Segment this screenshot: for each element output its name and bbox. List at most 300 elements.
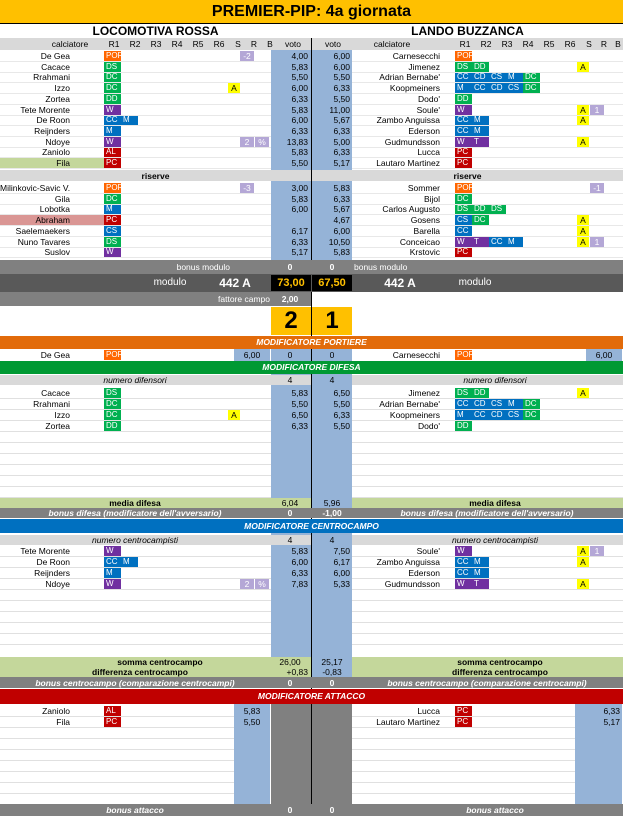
grid-line <box>352 771 575 772</box>
bonus-modulo-label-right: bonus modulo <box>354 262 408 272</box>
cen-left-name: Ndoye <box>45 579 70 589</box>
grid-line <box>352 420 623 421</box>
player-voto: 6,33 <box>291 236 308 247</box>
grid-line <box>0 738 234 739</box>
role-chip: CD <box>472 72 489 82</box>
player-voto: 5,67 <box>333 204 350 215</box>
att-left-name: Zaniolo <box>42 706 70 716</box>
col-header-right-r4: R4 <box>522 39 534 49</box>
col-header-player: calciatore <box>51 39 89 49</box>
bonus-modulo-right: 0 <box>329 262 335 272</box>
grid-line <box>0 749 234 750</box>
att-left-name: Fila <box>56 717 70 727</box>
role-chip: PC <box>455 247 472 257</box>
somma-left: 26,00 <box>279 657 301 667</box>
grid-line <box>352 589 623 590</box>
diff-label-left: differenza centrocampo <box>92 667 188 677</box>
dif-bonus-left: 0 <box>287 508 293 518</box>
col-header-r6: R6 <box>213 39 225 49</box>
cen-left-voto: 5,83 <box>291 546 308 556</box>
dif-left-voto: 6,33 <box>291 421 308 431</box>
s-badge-text: A <box>580 546 586 556</box>
role-chip: POR <box>457 51 475 60</box>
grid-line <box>0 115 271 116</box>
grid-line <box>0 61 271 62</box>
player-voto: 5,67 <box>333 115 350 126</box>
player-voto: 6,00 <box>333 51 350 61</box>
cen-num-label-right: numero centrocampisti <box>452 535 538 545</box>
player-name: Nuno Tavares <box>17 236 70 247</box>
player-name: Ederson <box>408 125 440 136</box>
role-chip: T <box>472 137 489 147</box>
player-voto: 6,33 <box>333 193 350 204</box>
player-name: Zambo Anguissa <box>376 115 440 126</box>
player-name: Lobotka <box>39 204 70 215</box>
role-chip: PC <box>104 158 121 168</box>
somma-label-left: somma centrocampo <box>117 657 203 667</box>
bonus-text: -3 <box>243 183 251 193</box>
player-name: Rrahmani <box>33 72 70 83</box>
grid-line <box>352 247 623 248</box>
grid-line <box>0 567 271 568</box>
grid-line <box>352 475 623 476</box>
grid-line <box>0 225 271 226</box>
role-chip: M <box>472 126 489 136</box>
cen-left-voto: 6,00 <box>291 557 308 567</box>
grid-line <box>0 644 271 645</box>
grid-line <box>352 760 575 761</box>
role-chip: T <box>472 237 489 247</box>
role-chip: M <box>104 204 121 214</box>
player-name: Jimenez <box>408 61 440 72</box>
cen-right-voto: 7,50 <box>333 546 350 556</box>
grid-line <box>0 633 271 634</box>
grid-line <box>352 125 623 126</box>
player-voto: 5,17 <box>333 158 350 168</box>
player-voto: 6,00 <box>333 225 350 236</box>
grid-line <box>0 431 271 432</box>
bonus-text: 1 <box>594 546 600 556</box>
grid-line <box>0 589 271 590</box>
col-header-right-rr: R <box>600 39 608 49</box>
role-chip: POR <box>106 350 124 359</box>
reserves-label-right: riserve <box>453 171 482 181</box>
role-chip: PC <box>104 215 121 225</box>
role-chip: CS <box>506 410 523 420</box>
cen-bonus-left: 0 <box>287 678 293 688</box>
role-chip: DS <box>455 204 472 214</box>
role-chip: POR <box>457 183 475 192</box>
col-header-right-bb: B <box>615 39 621 49</box>
bonus-text: -1 <box>593 183 601 193</box>
player-name: Fila <box>56 158 70 168</box>
modulo-right: 442 A <box>384 276 416 290</box>
grid-line <box>352 611 623 612</box>
cen-num-right: 4 <box>329 535 335 545</box>
role-chip: DS <box>104 237 121 247</box>
grid-line <box>0 464 271 465</box>
grid-line <box>352 93 623 94</box>
cen-left-name: Tete Morente <box>20 546 70 556</box>
role-chip: M <box>506 237 523 247</box>
grid-line <box>352 749 575 750</box>
grid-line <box>352 204 623 205</box>
cen-bonus-right: 0 <box>329 678 335 688</box>
col-header-r3: R3 <box>150 39 162 49</box>
role-chip: DS <box>455 388 472 398</box>
role-chip: M <box>104 568 121 578</box>
role-chip: PC <box>455 717 472 727</box>
role-chip: M <box>121 115 138 125</box>
att-left-val: 5,83 <box>243 706 261 716</box>
grid-line <box>352 793 575 794</box>
s-badge-text: A <box>580 215 586 226</box>
role-chip: CC <box>455 126 472 136</box>
player-voto: 10,50 <box>328 236 350 247</box>
grid-line <box>352 716 575 717</box>
s-badge-text: A <box>231 410 237 420</box>
col-header-r1: R1 <box>108 39 120 49</box>
cen-right-name: Zambo Anguissa <box>376 557 440 567</box>
col-header-bb: B <box>267 39 273 49</box>
dif-num-label-left: numero difensori <box>103 375 167 385</box>
role-chip: T <box>472 579 489 589</box>
s-badge-text: A <box>580 115 586 126</box>
role-chip: CS <box>104 226 121 236</box>
player-voto: 5,83 <box>333 183 350 193</box>
somma-label-right: somma centrocampo <box>457 657 543 667</box>
role-chip: DD <box>472 388 489 398</box>
role-chip: CD <box>489 83 506 93</box>
grid-line <box>0 600 271 601</box>
role-chip: CS <box>506 83 523 93</box>
page-title: PREMIER-PIP: 4a giornata <box>211 3 412 20</box>
att-right-val: 5,17 <box>603 717 620 727</box>
player-voto <box>272 215 308 225</box>
role-chip: CC <box>455 568 472 578</box>
player-name: Saelemaekers <box>15 225 70 236</box>
diff-label-right: differenza centrocampo <box>452 667 548 677</box>
grid-line <box>0 771 234 772</box>
role-chip: W <box>104 105 121 115</box>
player-name: Ndoye <box>45 136 70 147</box>
cen-right-voto: 5,33 <box>333 579 350 589</box>
role-chip: CC <box>489 237 506 247</box>
player-name: Izzo <box>54 83 70 94</box>
player-voto: 6,00 <box>291 204 308 215</box>
role-chip: POR <box>457 350 475 359</box>
s-badge-text: A <box>580 557 586 567</box>
role-chip: DS <box>489 204 506 214</box>
player-voto: 6,17 <box>291 225 308 236</box>
grid-line <box>352 556 623 557</box>
grid-line <box>352 168 623 169</box>
dif-right-voto: 6,50 <box>333 388 350 398</box>
player-name: Suslov <box>44 247 70 258</box>
role-chip: W <box>455 137 472 147</box>
grid-line <box>0 760 234 761</box>
grid-line <box>352 567 623 568</box>
grid-line <box>0 611 271 612</box>
player-name: Soule' <box>416 104 440 115</box>
role-chip: DS <box>455 62 472 72</box>
role-chip: W <box>104 546 121 556</box>
cen-left-voto: 7,83 <box>291 579 308 589</box>
player-name: Tete Morente <box>20 104 70 115</box>
role-chip: DC <box>455 194 472 204</box>
reserves-label-left: riserve <box>141 171 170 181</box>
grid-line <box>352 236 623 237</box>
player-name: Lucca <box>417 147 440 158</box>
player-name: Koopmeiners <box>389 83 440 94</box>
bonus-text: 2 <box>244 136 250 147</box>
grid-line <box>0 578 271 579</box>
player-name: Gudmundsson <box>384 136 440 147</box>
role-chip: CS <box>489 72 506 82</box>
role-chip: DC <box>104 399 121 409</box>
role-chip: DC <box>523 399 540 409</box>
media-right: 5,96 <box>323 498 341 508</box>
player-voto: 5,50 <box>291 158 308 168</box>
dif-right-name: Dodo' <box>418 421 440 431</box>
player-name: De Gea <box>40 51 70 61</box>
player-name: Milinkovic-Savic V. <box>0 183 71 193</box>
grid-line <box>0 247 271 248</box>
player-name: Carnesecchi <box>392 51 440 61</box>
grid-line <box>352 738 575 739</box>
role-chip: CD <box>472 399 489 409</box>
role-chip: W <box>104 579 121 589</box>
role-chip: DC <box>104 194 121 204</box>
port-right-val: 6,00 <box>595 350 613 360</box>
mod-portiere-title: MODIFICATORE PORTIERE <box>256 337 367 347</box>
dif-bonus-label-right: bonus difesa (modificatore dell'avversario) <box>400 508 574 518</box>
grid-line <box>0 93 271 94</box>
cen-left-voto: 6,33 <box>291 568 308 578</box>
player-name: Krstovic <box>409 247 440 258</box>
s-badge-text: A <box>580 388 586 398</box>
role-chip: CC <box>455 557 472 567</box>
cen-left-name: De Roon <box>36 557 70 567</box>
bonus-modulo-bar <box>0 260 623 274</box>
cen-right-name: Soule' <box>416 546 440 556</box>
role-chip: CC <box>472 83 489 93</box>
dif-left-name: Cacace <box>41 388 70 398</box>
s-badge-text: A <box>580 136 586 147</box>
role-chip: CD <box>489 410 506 420</box>
mod-attacco-title: MODIFICATORE ATTACCO <box>257 691 366 701</box>
role-chip: DC <box>472 215 489 225</box>
att-right-val: 6,33 <box>603 706 620 716</box>
role-chip: DC <box>523 83 540 93</box>
player-name: Sommer <box>407 183 440 193</box>
dif-right-voto: 5,50 <box>333 421 350 431</box>
player-voto: 6,33 <box>333 125 350 136</box>
somma-right: 25,17 <box>321 657 343 667</box>
col-header-right-r6: R6 <box>564 39 576 49</box>
role-chip: W <box>104 137 121 147</box>
player-name: Cacace <box>41 61 70 72</box>
grid-line <box>352 115 623 116</box>
cen-right-voto: 6,00 <box>333 568 350 578</box>
dif-right-name: Adrian Bernabe' <box>379 399 440 409</box>
s-badge-text: A <box>580 104 586 115</box>
role-chip: W <box>455 546 472 556</box>
role-chip: W <box>455 105 472 115</box>
role-chip: CC <box>472 410 489 420</box>
bonus-modulo-left: 0 <box>287 262 293 272</box>
player-voto: 5,83 <box>291 104 308 115</box>
s-badge-text: A <box>580 236 586 247</box>
s-badge-text: A <box>580 225 586 236</box>
player-name: Reijnders <box>34 125 70 136</box>
grid-line <box>0 622 271 623</box>
modulo-left: 442 A <box>219 276 251 290</box>
modulo-label-right: modulo <box>458 277 492 288</box>
bonus-modulo-label-left: bonus modulo <box>176 262 230 272</box>
player-voto: 5,83 <box>291 193 308 204</box>
player-voto: 5,83 <box>291 61 308 72</box>
player-name: Dodo' <box>418 93 440 104</box>
player-name: Carlos Augusto <box>382 204 440 215</box>
grid-line <box>0 716 234 717</box>
mod-centro-title: MODIFICATORE CENTROCAMPO <box>244 521 379 531</box>
grid-line <box>352 486 623 487</box>
score-left: 2 <box>284 307 298 334</box>
grid-line <box>352 633 623 634</box>
dif-num-right: 4 <box>329 375 335 385</box>
role-chip: CC <box>455 115 472 125</box>
total-right: 67,50 <box>318 277 346 289</box>
modulo-label-left: modulo <box>153 277 187 288</box>
dif-right-name: Koopmeiners <box>389 410 440 420</box>
s-badge-text: A <box>580 61 586 72</box>
role-chip: M <box>506 72 523 82</box>
role-chip: CS <box>489 399 506 409</box>
player-name: Abraham <box>35 215 70 226</box>
cen-num-label-left: numero centrocampisti <box>92 535 178 545</box>
col-header-player-right: calciatore <box>373 39 411 49</box>
dif-left-name: Izzo <box>54 410 70 420</box>
grid-line <box>0 556 271 557</box>
role-chip: CC <box>104 115 121 125</box>
att-col-left <box>271 704 311 804</box>
grid-line <box>0 193 271 194</box>
bonus2-text: % <box>258 579 266 589</box>
cen-num-left: 4 <box>287 535 293 545</box>
col-header-s: S <box>235 39 241 49</box>
grid-line <box>352 225 623 226</box>
role-chip: M <box>121 557 138 567</box>
player-name: Gila <box>54 193 70 204</box>
cen-right-name: Gudmundsson <box>384 579 440 589</box>
grid-line <box>0 257 271 258</box>
player-voto: 11,00 <box>329 104 350 115</box>
grid-line <box>352 644 623 645</box>
player-voto: 5,50 <box>333 72 350 83</box>
bonus-text: -2 <box>243 51 251 61</box>
team-left-name: LOCOMOTIVA ROSSA <box>92 24 219 38</box>
grid-line <box>0 104 271 105</box>
role-chip: CC <box>104 557 121 567</box>
grid-line <box>352 622 623 623</box>
grid-line <box>0 475 271 476</box>
role-chip: DD <box>472 204 489 214</box>
grid-line <box>0 168 271 169</box>
grid-line <box>352 72 623 73</box>
att-right-name: Lucca <box>417 706 440 716</box>
player-voto: 6,00 <box>333 61 350 72</box>
grid-line <box>352 600 623 601</box>
player-name: Gosens <box>410 215 440 226</box>
grid-line <box>0 453 271 454</box>
col-header-right-s: S <box>586 39 592 49</box>
score-right: 1 <box>325 307 339 334</box>
dif-bonus-right: -1,00 <box>322 508 342 518</box>
dif-num-left: 4 <box>287 375 293 385</box>
player-voto: 6,33 <box>291 125 308 136</box>
role-chip: DC <box>104 410 121 420</box>
grid-line <box>352 727 575 728</box>
grid-line <box>0 398 271 399</box>
grid-line <box>352 193 623 194</box>
grid-line <box>352 157 623 158</box>
cen-right-name: Ederson <box>408 568 440 578</box>
role-chip: DC <box>104 83 121 93</box>
fattore-label: fattore campo <box>218 294 270 304</box>
role-chip: DS <box>104 388 121 398</box>
col-header-voto-left: voto <box>284 39 302 49</box>
media-label-left: media difesa <box>109 498 161 508</box>
dif-left-voto: 6,50 <box>291 410 308 420</box>
grid-line <box>352 578 623 579</box>
player-voto: 6,33 <box>291 93 308 104</box>
mod-difesa-title: MODIFICATORE DIFESA <box>262 362 361 372</box>
player-name: Zortea <box>45 93 70 104</box>
grid-line <box>352 104 623 105</box>
role-chip: W <box>455 237 472 247</box>
grid-line <box>352 136 623 137</box>
player-voto: 6,00 <box>291 115 308 126</box>
att-col-right <box>312 704 352 804</box>
s-badge-text: A <box>580 579 586 589</box>
player-name: Lautaro Martinez <box>376 158 440 168</box>
grid-line <box>352 214 623 215</box>
total-left: 73,00 <box>277 277 305 289</box>
diff-right: -0,83 <box>322 667 342 677</box>
grid-line <box>352 453 623 454</box>
grid-line <box>0 420 271 421</box>
col-header-right-r5: R5 <box>543 39 555 49</box>
port-right-name: Carnesecchi <box>392 350 440 360</box>
fattore-value: 2,00 <box>281 294 299 304</box>
grid-line <box>352 147 623 148</box>
col-header-rr: R <box>250 39 258 49</box>
role-chip: DD <box>472 62 489 72</box>
port-right-v1: 0 <box>329 350 335 360</box>
bonus2-text: % <box>258 136 266 147</box>
att-bonus-label-right: bonus attacco <box>466 805 524 815</box>
grid-line <box>0 782 234 783</box>
att-bonus-label-left: bonus attacco <box>106 805 164 815</box>
media-label-right: media difesa <box>469 498 521 508</box>
role-chip: M <box>472 568 489 578</box>
role-chip: PC <box>104 717 121 727</box>
role-chip: CC <box>455 226 472 236</box>
team-right-name: LANDO BUZZANCA <box>411 24 524 38</box>
player-voto: 5,17 <box>291 247 308 258</box>
att-bonus-right: 0 <box>329 805 335 815</box>
